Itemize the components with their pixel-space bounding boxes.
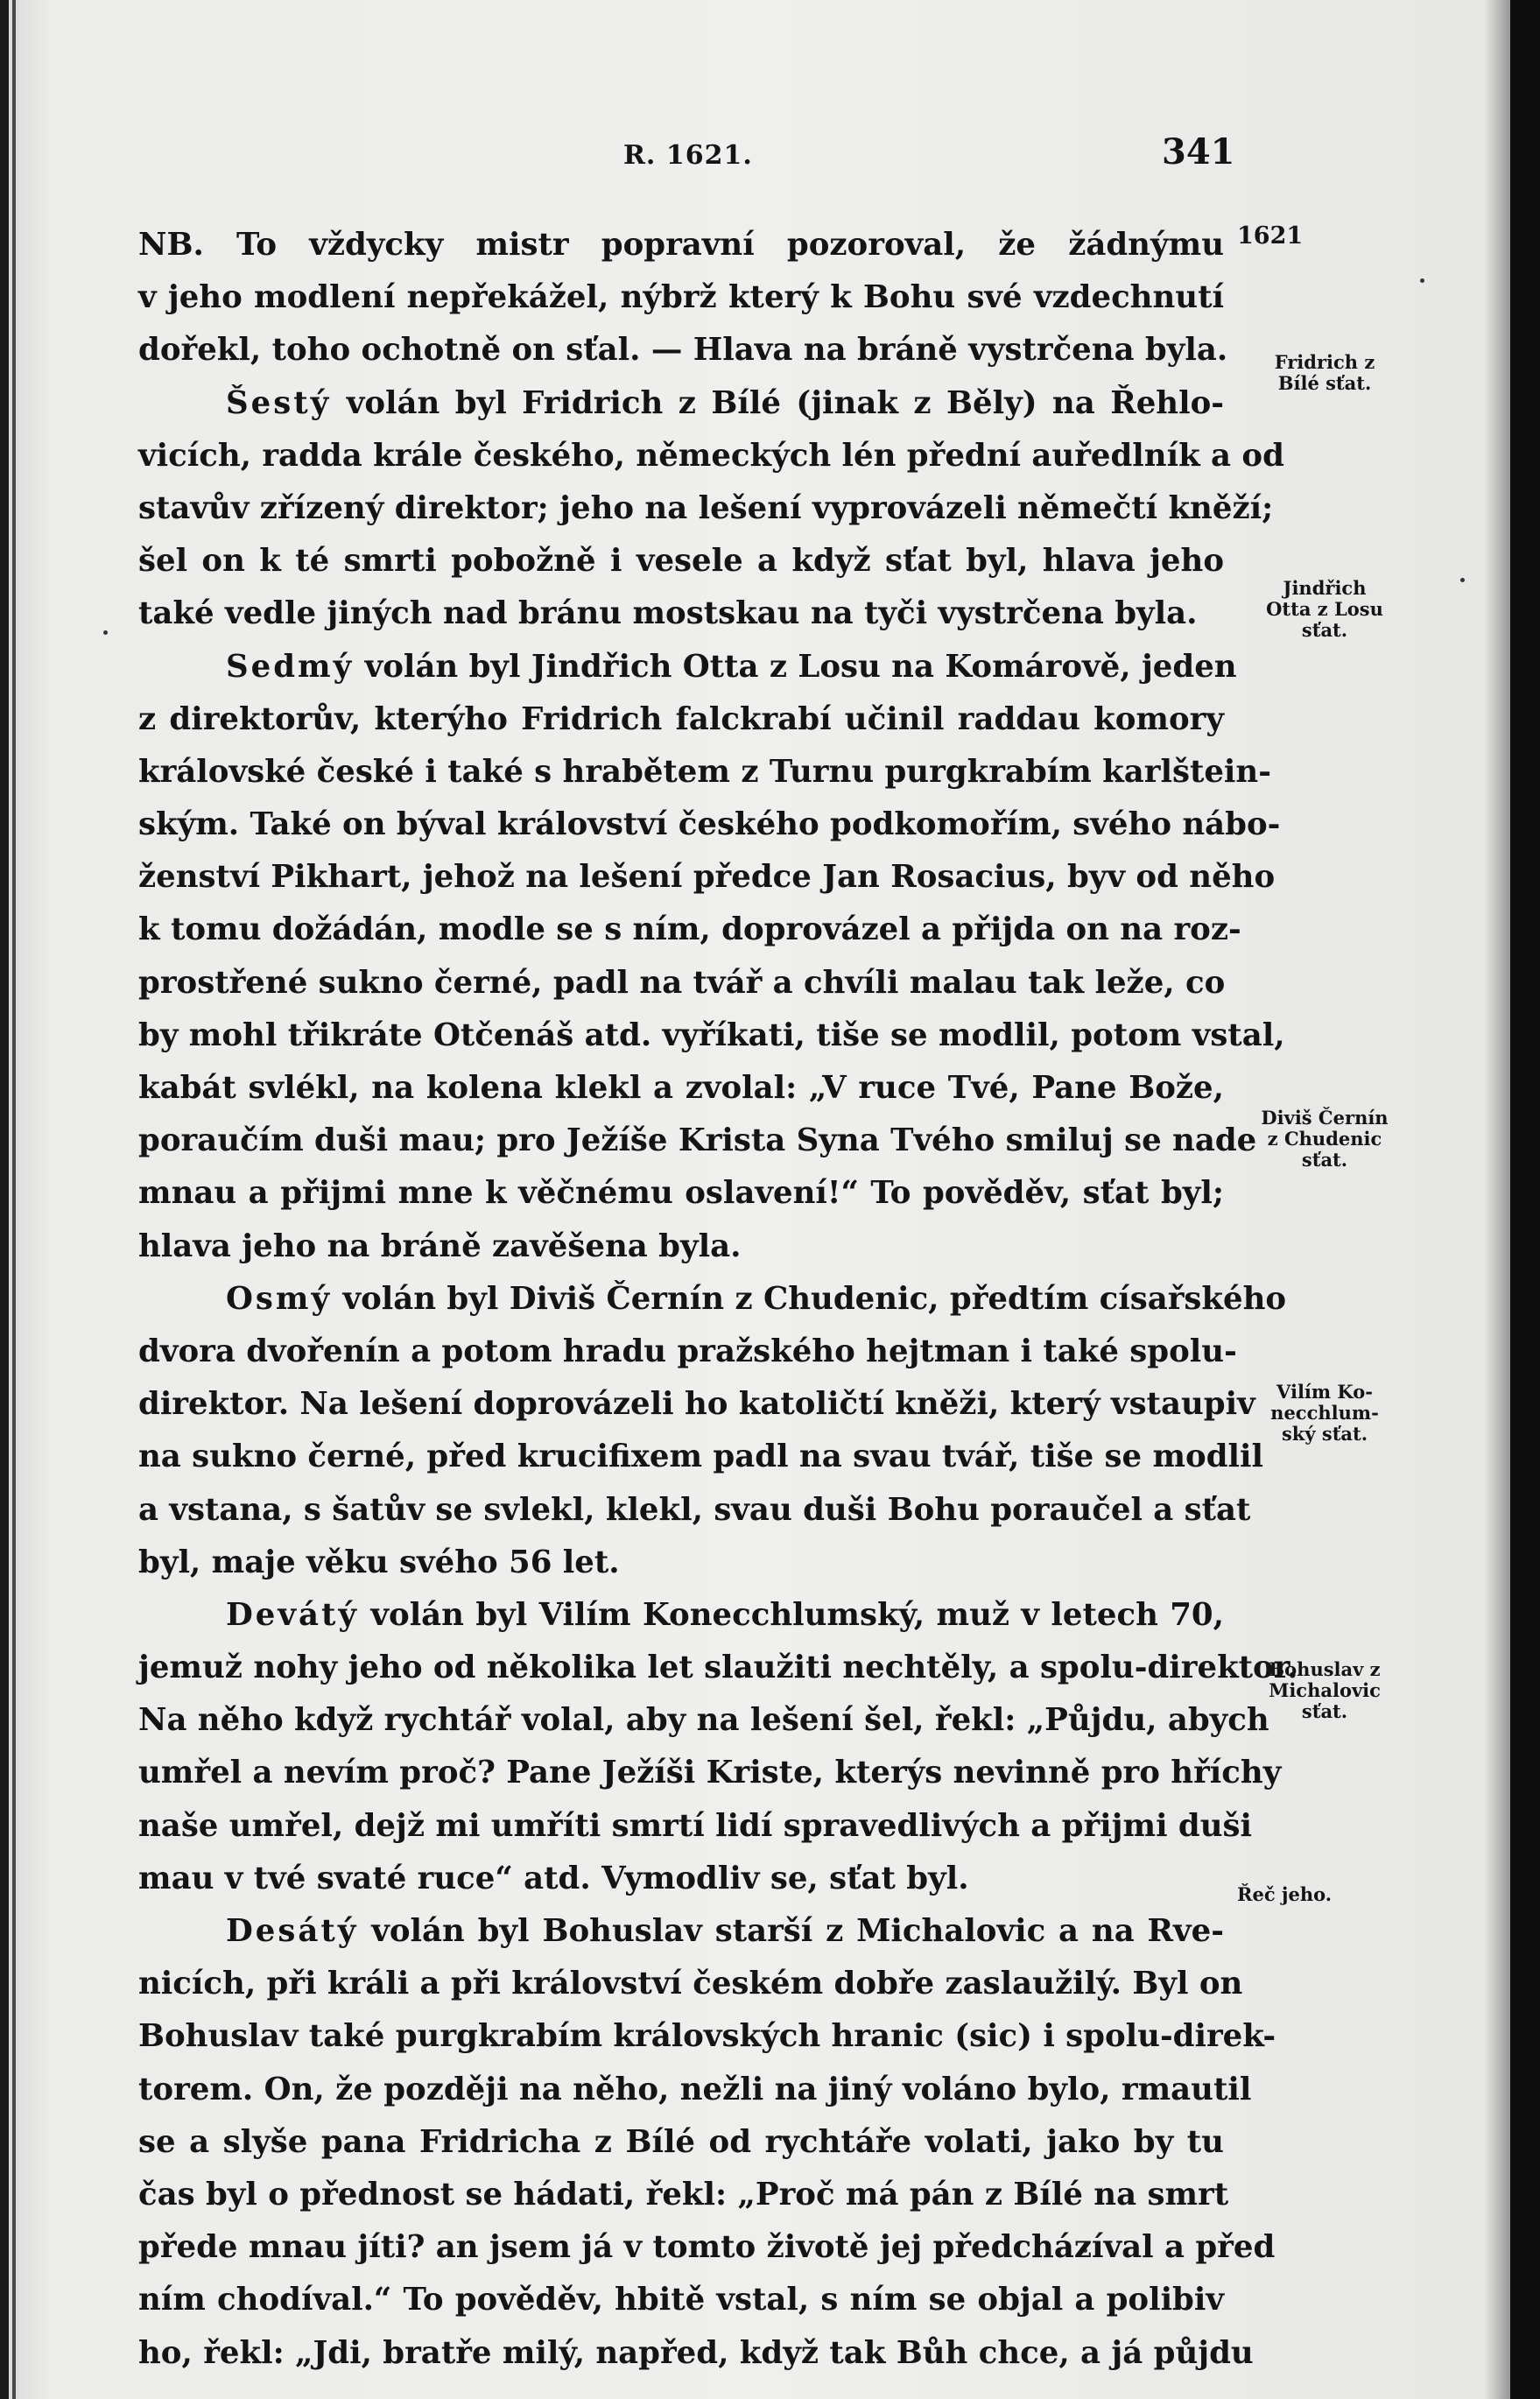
text-line-content: k tomu dožádán, modle se s ním, doprovázel a přijda on na roz- [138, 911, 1241, 948]
text-line [138, 1115, 1257, 1167]
margin-note-line: Řeč jeho. [1237, 1883, 1333, 1905]
text-line [138, 798, 1281, 851]
text-line-content: na sukno černé, před krucifixem padl na svau tvář, tiše se modlil [138, 1439, 1264, 1475]
margin-note-fridrich [1237, 352, 1412, 394]
text-line-content: ním chodíval.“ To pověděv, hbitě vstal, s ním se objal a polibiv [138, 2282, 1224, 2318]
text-line [138, 587, 1224, 640]
text-line-content: královské české i také s hrabětem z Turnu purgkrabím karlštein- [138, 753, 1271, 790]
text-line-content: z direktorův, kterýho Fridrich falckrabí učinil raddau komory [138, 700, 1224, 737]
margin-note-line: sťat. [1301, 1149, 1348, 1171]
text-line-content: torem. On, že později na něho, nežli na jiný voláno bylo, rmautil [138, 2071, 1252, 2107]
text-line [138, 2327, 1254, 2380]
text-line [138, 2169, 1229, 2221]
text-line-content: byl, maje věku svého 56 let. [138, 1544, 620, 1580]
paragraph-lead-word: Osmý [226, 1280, 333, 1317]
margin-note-line: necchlum- [1270, 1402, 1379, 1424]
text-line [138, 851, 1276, 904]
text-line [138, 1694, 1269, 1747]
margin-note-line: z Chudenic [1267, 1128, 1382, 1150]
text-line [138, 1747, 1282, 1799]
margin-note-divis [1237, 1108, 1412, 1171]
print-speck [1460, 578, 1465, 582]
text-line-content: by mohl třikráte Otčenáš atd. vyříkati, tiše se modlil, potom vstal, [138, 1017, 1285, 1053]
text-line-content: Bohuslav také purgkrabím královských hranic (sic) i spolu-direk- [138, 2018, 1276, 2055]
text-line [138, 1958, 1243, 2010]
running-head [0, 131, 1540, 184]
text-line-content: volán byl Diviš Černín z Chudenic, předtím císařského [332, 1280, 1287, 1317]
paragraph-lead-word: Sedmý [226, 648, 355, 685]
text-line-content: se a slyše pana Fridricha z Bílé od rychtáře volati, jako by tu [138, 2123, 1224, 2160]
text-line-content: kabát svlékl, na kolena klekl a zvolal: „V ruce Tvé, Pane Bože, [138, 1070, 1224, 1106]
text-line-content: stavův zřízený direktor; jeho na lešení vyprovázeli němečtí kněží; [138, 489, 1274, 526]
text-line-content: volán byl Fridrich z Bílé (jinak z Běly) na Řehlo- [331, 384, 1224, 421]
text-line-content: šel on k té smrti pobožně i vesele a když sťat byl, hlava jeho [138, 543, 1224, 580]
text-line-content: volán byl Jindřich Otta z Losu na Komárově, jeden [354, 648, 1237, 685]
text-line-content: jemuž nohy jeho od několika let slaužiti nechtěly, a spolu-direktor. [138, 1650, 1298, 1686]
margin-note-line: Vilím Ko- [1276, 1381, 1373, 1403]
text-line [138, 1326, 1237, 1378]
text-line-content: naše umřel, dejž mi umříti smrtí lidí spravedlivých a přijmi duši [138, 1807, 1253, 1844]
text-line-content: mau v tvé svaté ruce“ atd. Vymodliv se, sťat byl. [138, 1860, 969, 1896]
text-line [138, 219, 1224, 271]
text-line [138, 904, 1241, 956]
text-line [138, 1167, 1224, 1220]
margin-note-line: ský sťat. [1281, 1423, 1368, 1445]
text-line [138, 2010, 1276, 2063]
print-speck [103, 630, 108, 635]
text-line [138, 1484, 1251, 1537]
text-line-content: v jeho modlení nepřekážel, nýbrž který k Bohu své vzdechnutí [138, 279, 1224, 316]
text-line [138, 1010, 1285, 1062]
margin-note-line: Bohuslav z [1269, 1658, 1381, 1680]
margin-note-line: Fridrich z [1274, 351, 1375, 373]
text-line-content: také vedle jiných nad bránu mostskau na tyči vystrčena byla. [138, 595, 1198, 632]
text-line-content: prostřené sukno černé, padl na tvář a chvíli malau tak leže, co [138, 964, 1226, 1001]
text-line-content: Na něho když rychtář volal, aby na lešení šel, řekl: „Půjdu, abych [138, 1702, 1269, 1739]
margin-note-vilim [1237, 1382, 1412, 1445]
text-line-content: mnau a přijmi mne k věčnému oslavení!“ To pověděv, sťat byl; [138, 1175, 1224, 1212]
text-line-content: volán byl Bohuslav starší z Michalovic a na Rve- [358, 1913, 1224, 1949]
margin-note-line: sťat. [1301, 619, 1348, 641]
text-line [138, 377, 1224, 430]
text-line-content: nicích, při králi a při království českém dobře zaslaužilý. Byl on [138, 1966, 1243, 2002]
paragraph-lead-word: Desátý [226, 1913, 359, 1949]
text-line [138, 324, 1228, 376]
text-line-content: ho, řekl: „Jdi, bratře milý, napřed, když tak Bůh chce, a já půjdu [138, 2334, 1254, 2371]
text-line-content: čas byl o přednost se hádati, řekl: „Proč má pán z Bílé na smrt [138, 2176, 1229, 2213]
text-line [138, 2221, 1276, 2274]
text-line [138, 1905, 1224, 1958]
paragraph-lead-word: Devátý [226, 1596, 360, 1633]
text-line [138, 1800, 1253, 1853]
text-line [138, 535, 1224, 587]
text-line [138, 2064, 1252, 2116]
text-line [138, 957, 1224, 1010]
text-line [138, 1431, 1264, 1483]
text-line [138, 2274, 1224, 2326]
text-line-content: vicích, radda krále českého, německých lén přední auředlník a od [138, 437, 1284, 474]
paragraph-lead-word: Šestý [226, 384, 332, 421]
page-right-shadow [1484, 0, 1510, 2399]
text-line [138, 482, 1274, 535]
page-left-edge [0, 0, 9, 2399]
text-line-content: direktor. Na lešení doprovázeli ho katoličtí kněži, který vstaupiv [138, 1386, 1255, 1423]
text-line-content: dvora dvořenín a potom hradu pražského hejtman i také spolu- [138, 1333, 1237, 1369]
margin-note-line: Diviš Černín [1261, 1107, 1389, 1129]
text-line [138, 693, 1224, 746]
text-line [138, 1537, 1224, 1589]
text-line [138, 1378, 1255, 1431]
text-line-content: ženství Pikhart, jehož na lešení předce Jan Rosacius, byv od něho [138, 859, 1276, 896]
text-line [138, 1062, 1224, 1115]
margin-note-bohuslav [1237, 1659, 1412, 1722]
text-line [138, 1221, 1224, 1273]
text-line [138, 1589, 1224, 1642]
page-number: 341 [1162, 131, 1235, 172]
text-line [138, 1642, 1298, 1694]
text-line [138, 1853, 1224, 1905]
text-line-content: volán byl Vilím Konecchlumský, muž v letech 70, [359, 1596, 1224, 1633]
text-line [138, 746, 1271, 798]
margin-note-line: sťat. [1301, 1700, 1348, 1722]
page-left-edge-line [12, 0, 16, 2399]
text-line [138, 641, 1237, 693]
print-speck [1420, 278, 1424, 283]
margin-note-line: Jindřich [1283, 577, 1367, 599]
text-line-content: poraučím duši mau; pro Ježíše Krista Syna Tvého smiluj se nade [138, 1122, 1257, 1159]
margin-note-year [1237, 222, 1412, 250]
margin-note-rec [1237, 1884, 1412, 1905]
margin-note-jindrich [1237, 578, 1412, 641]
margin-note-line: Michalovic [1269, 1679, 1381, 1701]
text-line-content: hlava jeho na bráně zavěšena byla. [138, 1228, 742, 1264]
text-line [138, 2116, 1224, 2169]
text-line-content: ským. Také on býval království českého podkomořím, svého nábo- [138, 806, 1281, 843]
text-line-content: dořekl, toho ochotně on sťal. — Hlava na bráně vystrčena byla. [138, 332, 1228, 369]
text-line-content: přede mnau jíti? an jsem já v tomto životě jej předcházíval a před [138, 2229, 1276, 2266]
text-line-content: a vstana, s šatův se svlekl, klekl, svau duši Bohu poraučel a sťat [138, 1491, 1251, 1528]
running-head-year: R. 1621. [623, 140, 753, 171]
page-right-edge [1510, 0, 1540, 2399]
text-line [138, 430, 1284, 482]
text-line-content: umřel a nevím proč? Pane Ježíši Kriste, kterýs nevinně pro hříchy [138, 1755, 1282, 1791]
margin-note-line: 1621 [1237, 222, 1304, 250]
text-line-content: NB. To vždycky mistr popravní pozoroval, že žádnýmu [138, 227, 1224, 263]
margin-note-line: Otta z Losu [1266, 598, 1383, 620]
text-line [138, 271, 1224, 324]
margin-note-line: Bílé sťat. [1277, 372, 1372, 394]
text-line [138, 1273, 1287, 1326]
